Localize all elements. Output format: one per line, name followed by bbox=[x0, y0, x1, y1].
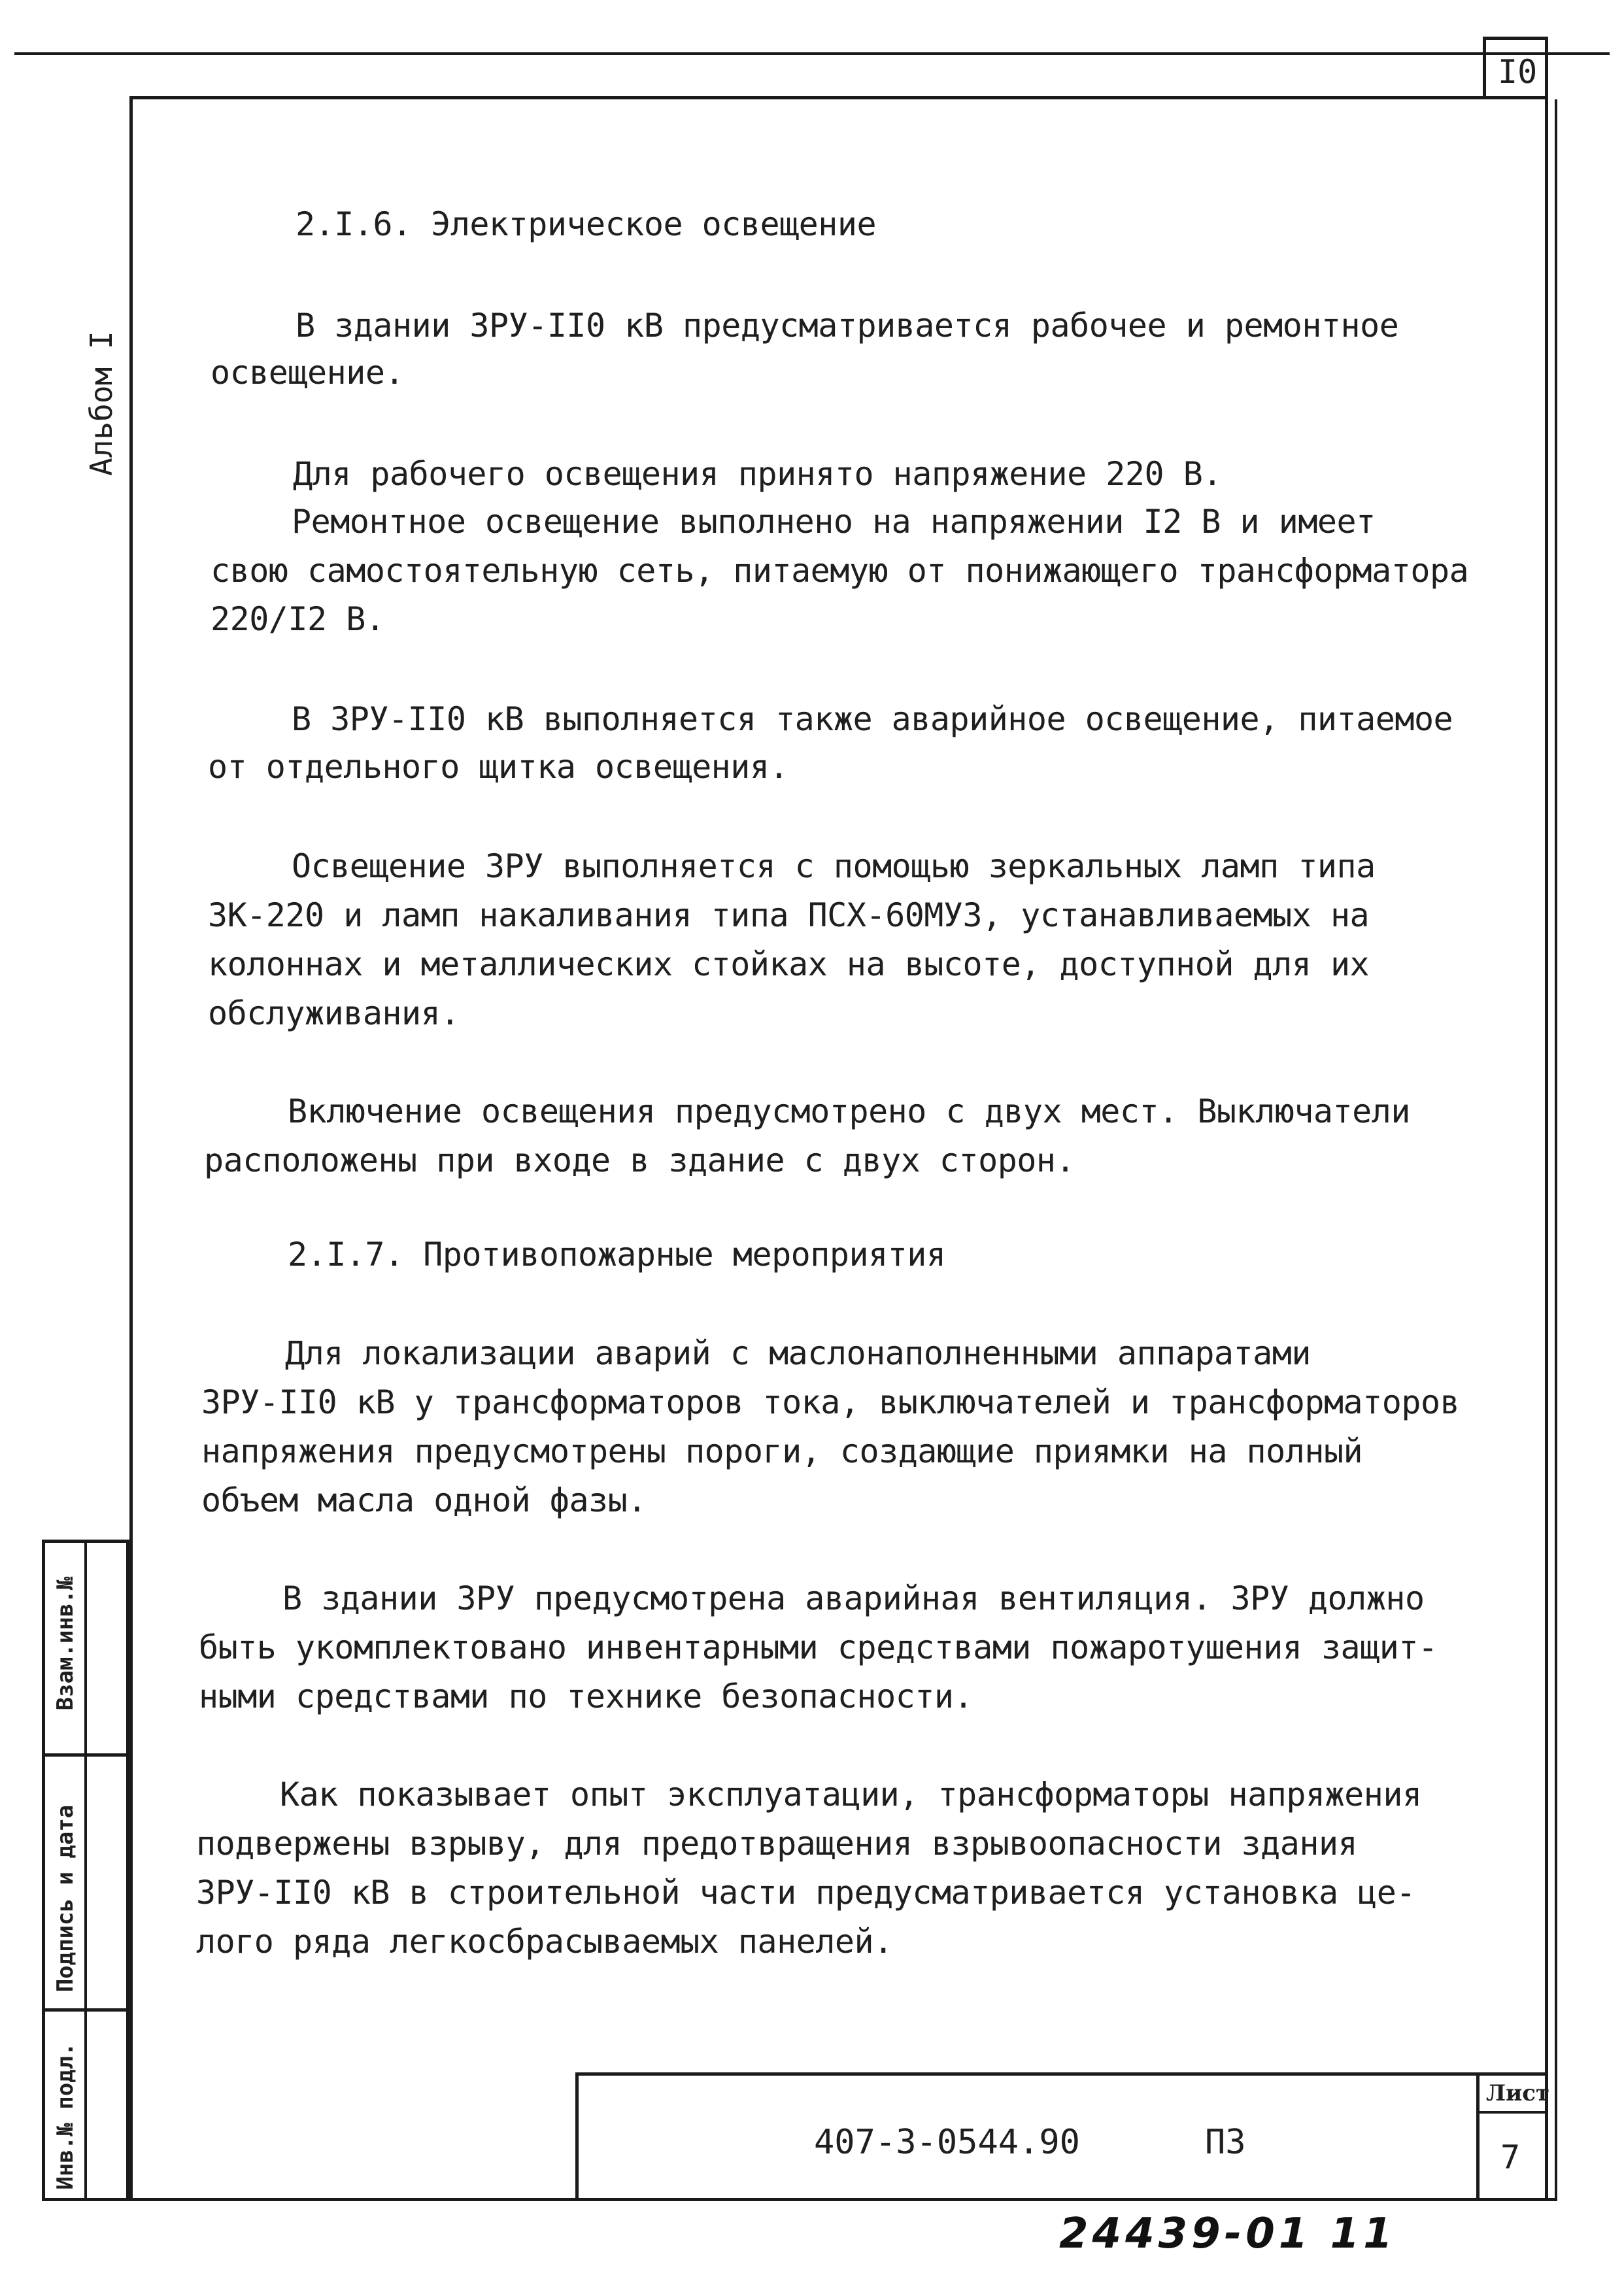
top-rule bbox=[14, 52, 1610, 55]
body-line: В ЗРУ-II0 кВ выполняется также аварийное освещение, питаемое bbox=[292, 700, 1453, 738]
body-line: Для локализации аварий с маслонаполненными аппаратами bbox=[285, 1334, 1311, 1372]
sheet-label: Лист bbox=[1486, 2080, 1550, 2106]
body-line: ными средствами по технике безопасности. bbox=[199, 1678, 973, 1715]
sheet-number: 7 bbox=[1500, 2138, 1521, 2176]
document-code: 407-3-0544.90 bbox=[814, 2123, 1080, 2162]
body-line: обслуживания. bbox=[208, 994, 460, 1032]
body-line: расположены при входе в здание с двух сторон. bbox=[204, 1141, 1075, 1179]
body-line: объем масла одной фазы. bbox=[201, 1481, 647, 1519]
body-line: 220/I2 В. bbox=[211, 600, 385, 638]
body-line: подвержены взрыву, для предотвращения взрывоопасности здания bbox=[196, 1825, 1358, 1863]
album-label: Альбом I bbox=[84, 331, 119, 476]
heading-lighting: 2.I.6. Электрическое освещение bbox=[296, 205, 877, 243]
archive-number: 24439-01 11 bbox=[1059, 2210, 1396, 2258]
body-line: Освещение ЗРУ выполняется с помощью зеркальных ламп типа bbox=[292, 847, 1376, 885]
stamp-vzam-label: Взам.инв.№ bbox=[52, 1576, 78, 1711]
body-line: быть укомплектовано инвентарными средствами пожаротушения защит- bbox=[199, 1628, 1438, 1666]
body-line: ЗРУ-II0 кВ в строительной части предусматривается установка це- bbox=[196, 1874, 1415, 1912]
page-number-box bbox=[1483, 37, 1548, 99]
frame-top bbox=[129, 96, 1548, 99]
body-line: Как показывает опыт эксплуатации, трансформаторы напряжения bbox=[280, 1776, 1422, 1813]
body-line: освещение. bbox=[211, 354, 405, 392]
body-line: свою самостоятельную сеть, питаемую от понижающего трансформатора bbox=[211, 552, 1469, 590]
stamp-signature-label: Подпись и дата bbox=[52, 1804, 78, 1993]
body-line: колоннах и металлических стойках на высоте, доступной для их bbox=[208, 945, 1370, 983]
body-line: В здании ЗРУ-II0 кВ предусматривается рабочее и ремонтное bbox=[296, 307, 1399, 345]
stamp-inv-label: Инв.№ подл. bbox=[52, 2042, 78, 2190]
stamp-row-line-1 bbox=[45, 1753, 129, 1757]
title-block bbox=[575, 2072, 1548, 2201]
body-line: Для рабочего освещения принято напряжение 220 В. bbox=[293, 455, 1222, 493]
body-line: ЗРУ-II0 кВ у трансформаторов тока, выключателей и трансформаторов bbox=[201, 1383, 1460, 1421]
heading-fire: 2.I.7. Противопожарные мероприятия bbox=[288, 1236, 946, 1274]
body-line: напряжения предусмотрены пороги, создающие приямки на полный bbox=[201, 1432, 1363, 1470]
body-line: ЗК-220 и ламп накаливания типа ПСХ-60МУЗ, устанавливаемых на bbox=[208, 896, 1370, 934]
body-line: В здании ЗРУ предусмотрена аварийная вентиляция. ЗРУ должно bbox=[282, 1579, 1425, 1617]
body-line: от отдельного щитка освещения. bbox=[208, 748, 789, 786]
body-line: Ремонтное освещение выполнено на напряжении I2 В и имеет bbox=[292, 503, 1376, 541]
frame-left bbox=[129, 96, 133, 2201]
body-line: лого ряда легкосбрасываемых панелей. bbox=[196, 1923, 893, 1961]
stamp-divider bbox=[84, 1543, 87, 2201]
frame-right bbox=[1545, 37, 1548, 2201]
document-type: ПЗ bbox=[1205, 2123, 1246, 2162]
body-line: Включение освещения предусмотрено с двух мест. Выключатели bbox=[288, 1092, 1410, 1130]
title-block-divider bbox=[1476, 2076, 1480, 2201]
page-number: I0 bbox=[1498, 53, 1538, 91]
sheet-label-rule bbox=[1476, 2111, 1548, 2114]
frame-right-outer bbox=[1555, 99, 1557, 2198]
